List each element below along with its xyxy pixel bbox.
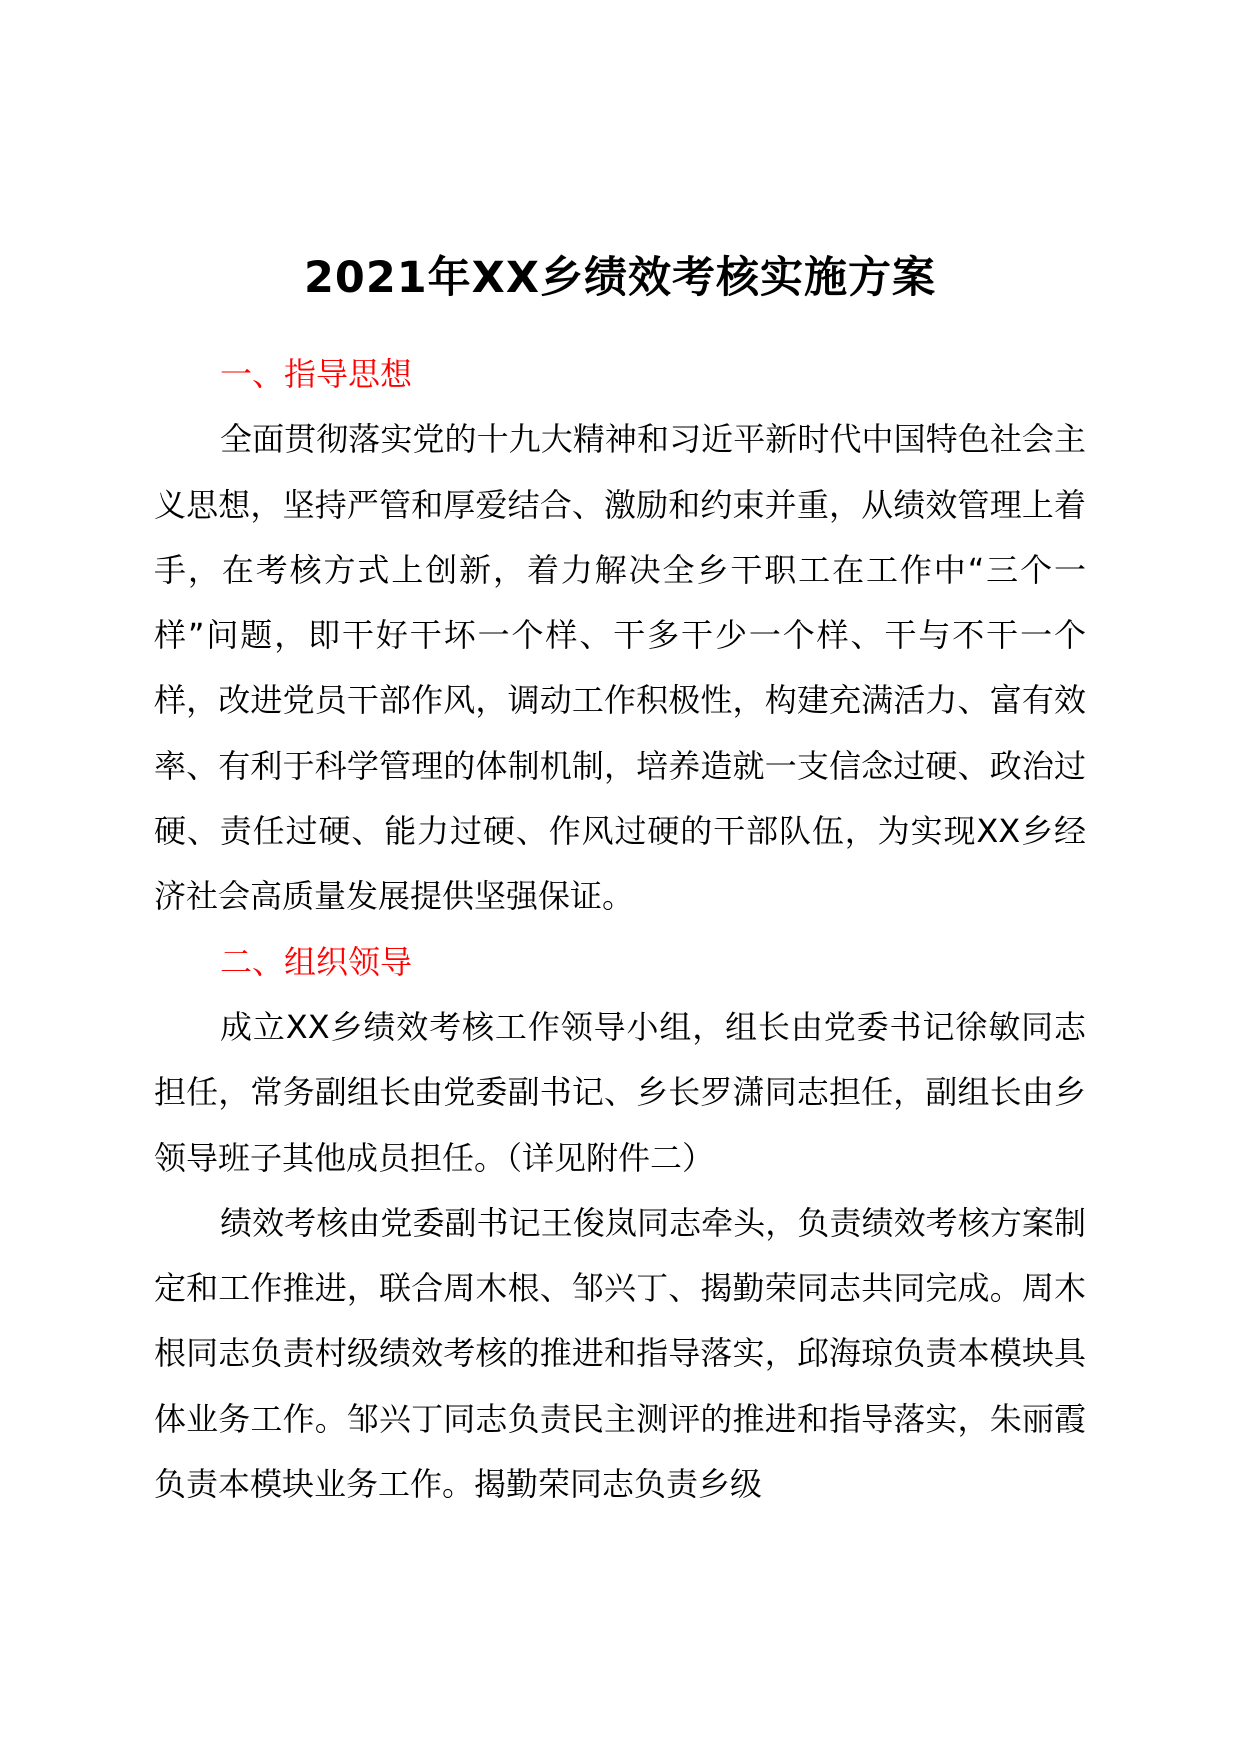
paragraph-leadership-group: 成立XX乡绩效考核工作领导小组，组长由党委书记徐敏同志担任，常务副组长由党委副书记、乡长罗潇同志担任，副组长由乡领导班子其他成员担任。（详见附件二） bbox=[154, 1007, 1086, 1177]
paragraph-guiding-ideology: 全面贯彻落实党的十九大精神和习近平新时代中国特色社会主义思想，坚持严管和厚爱结合、激励和约束并重，从绩效管理上着手，在考核方式上创新，着力解决全乡干职工在工作中“三个一样”问题，即干好干坏一个样、干多干少一个样、干与不干一个样，改进党员干部作风，调动工作积极性，构建充满活力、富有效率、有利于科学管理的体制机制，培养造就一支信念过硬、政治过硬、责任过硬、能力过硬、作风过硬的干部队伍，为实现XX乡经济社会高质量发展提供坚强保证。 bbox=[154, 420, 1086, 916]
section-heading-organization: 二、组织领导 bbox=[220, 942, 413, 981]
document-body bbox=[154, 342, 1086, 1517]
document-title: 2021年XX乡绩效考核实施方案 bbox=[304, 253, 936, 303]
paragraph-assessment-duties: 绩效考核由党委副书记王俊岚同志牵头，负责绩效考核方案制定和工作推进，联合周木根、邹兴丁、揭勤荣同志共同完成。周木根同志负责村级绩效考核的推进和指导落实，邱海琼负责本模块具体业务工作。邹兴丁同志负责民主测评的推进和指导落实，朱丽霞负责本模块业务工作。揭勤荣同志负责乡级 bbox=[154, 1203, 1086, 1504]
section-heading-guiding-ideology: 一、指导思想 bbox=[220, 355, 413, 393]
